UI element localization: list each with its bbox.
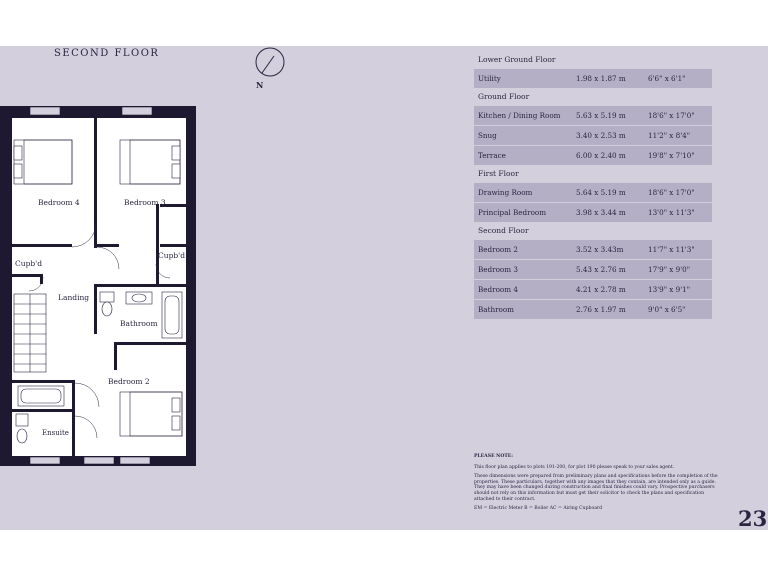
- room-name: Principal Bedroom: [478, 208, 547, 217]
- room-label-ensuite: Ensuite: [42, 429, 69, 437]
- room-schedule-table: [474, 52, 712, 320]
- imperial-size: 18'6" x 17'0": [648, 188, 695, 197]
- metric-size: 3.52 x 3.43m: [576, 245, 624, 254]
- room-label-bedroom3: Bedroom 3: [124, 198, 166, 207]
- table-row: [474, 183, 712, 202]
- room-label-cupbd-right: Cupb'd: [158, 251, 186, 260]
- section-heading: First Floor: [478, 169, 519, 178]
- room-name: Drawing Room: [478, 188, 533, 197]
- imperial-size: 17'9" x 9'0": [648, 265, 691, 274]
- notes-legend: EM = Electric Meter B = Boiler AC = Airing Cupboard: [474, 506, 603, 512]
- metric-size: 3.98 x 3.44 m: [576, 208, 626, 217]
- floor-title: SECOND FLOOR: [54, 48, 160, 59]
- room-name: Snug: [478, 131, 497, 140]
- metric-size: 5.64 x 5.19 m: [576, 188, 626, 197]
- room-name: Bedroom 3: [478, 265, 518, 274]
- table-row: [474, 69, 712, 88]
- floor-plan: [0, 104, 215, 470]
- imperial-size: 9'0" x 6'5": [648, 305, 686, 314]
- imperial-size: 13'9" x 9'1": [648, 285, 691, 294]
- notes-plots: This floor plan applies to plots 191-200, for plot 190 please speak to your sales agent.: [474, 464, 675, 470]
- section-heading: Ground Floor: [478, 92, 530, 101]
- section-heading: Lower Ground Floor: [478, 55, 556, 64]
- metric-size: 5.63 x 5.19 m: [576, 111, 626, 120]
- table-row: [474, 300, 712, 319]
- metric-size: 1.98 x 1.87 m: [576, 74, 626, 83]
- table-row: [474, 280, 712, 299]
- metric-size: 6.00 x 2.40 m: [576, 151, 626, 160]
- table-row: [474, 260, 712, 279]
- room-label-cupbd-left: Cupb'd: [15, 259, 43, 268]
- room-name: Kitchen / Dining Room: [478, 111, 561, 120]
- room-name: Bedroom 2: [478, 245, 518, 254]
- room-name: Bathroom: [478, 305, 514, 314]
- imperial-size: 13'0" x 11'3": [648, 208, 695, 217]
- metric-size: 4.21 x 2.78 m: [576, 285, 626, 294]
- table-row: [474, 106, 712, 125]
- table-row: [474, 203, 712, 222]
- imperial-size: 6'6" x 6'1": [648, 74, 686, 83]
- metric-size: 2.76 x 1.97 m: [576, 305, 626, 314]
- metric-size: 3.40 x 2.53 m: [576, 131, 626, 140]
- imperial-size: 19'8" x 7'10": [648, 151, 695, 160]
- room-label-bedroom2: Bedroom 2: [108, 377, 150, 386]
- room-label-bedroom4: Bedroom 4: [38, 198, 80, 207]
- notes-title: PLEASE NOTE:: [474, 454, 513, 459]
- compass-icon: [252, 46, 292, 94]
- room-name: Terrace: [478, 151, 506, 160]
- imperial-size: 18'6" x 17'0": [648, 111, 695, 120]
- table-row: [474, 126, 712, 145]
- notes: [474, 454, 724, 516]
- room-label-landing: Landing: [58, 293, 90, 302]
- metric-size: 5.43 x 2.76 m: [576, 265, 626, 274]
- room-label-bathroom: Bathroom: [120, 319, 158, 328]
- room-name: Utility: [478, 74, 501, 83]
- section-heading: Second Floor: [478, 226, 529, 235]
- table-row: [474, 146, 712, 165]
- room-name: Bedroom 4: [478, 285, 518, 294]
- notes-disclaimer: These dimensions were prepared from preliminary plans and specifications before the completion of the properties. These particulars, together with any images that they contain, are intended only as a guide. They may have been changed during construction and final finishes could vary. Prospective purchasers should not rely on this information but must get their solicitor to check the plans and specification attached to their contract.: [474, 474, 718, 502]
- compass-north-label: N: [256, 80, 264, 90]
- imperial-size: 11'7" x 11'3": [648, 245, 695, 254]
- page-number: 23: [738, 506, 768, 531]
- table-row: [474, 240, 712, 259]
- imperial-size: 11'2" x 8'4": [648, 131, 691, 140]
